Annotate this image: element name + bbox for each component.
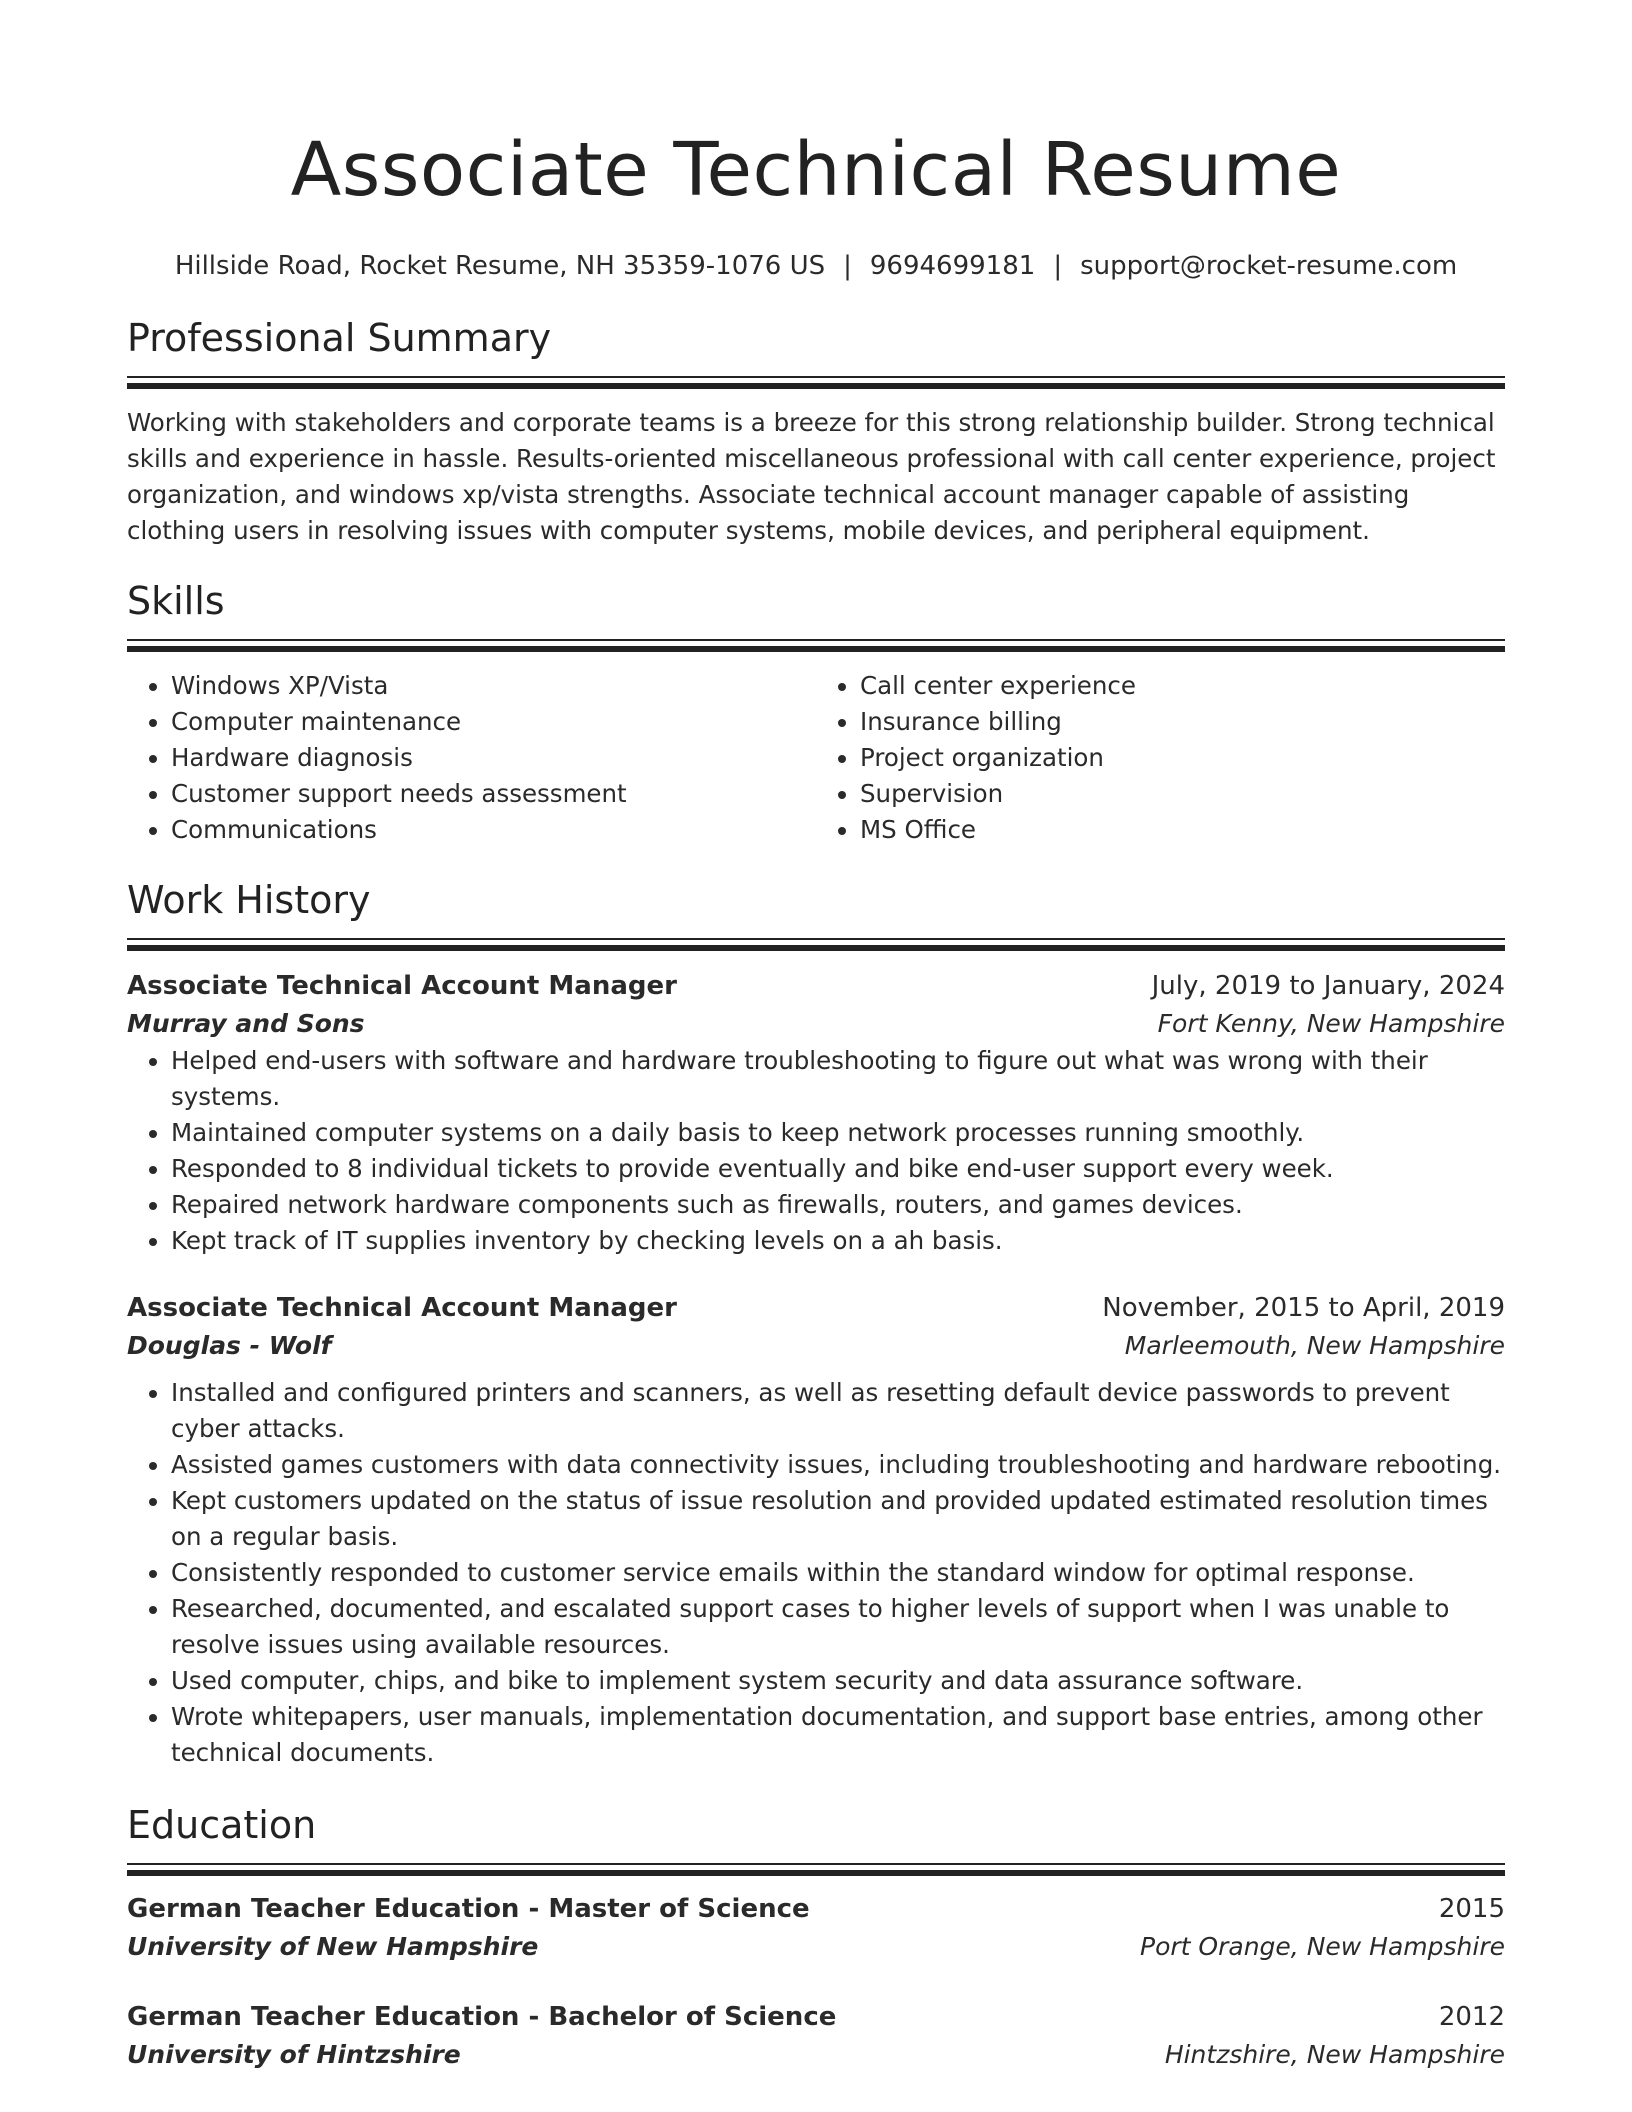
job-bullet: • Assisted games customers with data connectivity issues, including troubleshooting and hardware rebooting.	[171, 1447, 1505, 1483]
skill-item: • Windows XP/Vista	[171, 668, 816, 704]
job-entry	[127, 1289, 1505, 1771]
contact-address: Hillside Road, Rocket Resume, NH 35359-1076 US	[174, 251, 826, 281]
education-year: 2012	[1438, 2002, 1505, 2032]
education-location: Port Orange, New Hampshire	[1140, 1932, 1505, 1961]
skills-list-right	[816, 668, 1505, 848]
education-year: 2015	[1438, 1894, 1505, 1924]
job-location: Fort Kenny, New Hampshire	[1157, 1009, 1505, 1038]
skill-item: • Computer maintenance	[171, 704, 816, 740]
education-location: Hintzshire, New Hampshire	[1164, 2040, 1505, 2069]
skills-list-left	[127, 668, 816, 848]
skills-columns	[127, 668, 1505, 848]
education-header-row	[127, 1998, 1505, 2036]
skill-item: • Call center experience	[860, 668, 1505, 704]
summary-text: Working with stakeholders and corporate teams is a breeze for this strong relationship builder. Strong technical skills and experience in hassle. Results-oriented miscellaneous professional with call center experience, project organization, and windows xp/vista strengths. Associate technical account manager capable of assisting clothing users in resolving issues with computer systems, mobile devices, and peripheral equipment.	[127, 408, 1496, 545]
job-header-row	[127, 1289, 1505, 1327]
contact-phone: 9694699181	[869, 251, 1036, 281]
job-bullet: • Used computer, chips, and bike to implement system security and data assurance software.	[171, 1663, 1505, 1699]
job-bullets	[127, 1375, 1505, 1771]
job-bullet: • Responded to 8 individual tickets to provide eventually and bike end-user support every week.	[171, 1151, 1505, 1187]
job-title: Associate Technical Account Manager	[127, 1293, 677, 1323]
skill-item: • Supervision	[860, 776, 1505, 812]
skills-heading: Skills	[127, 579, 225, 623]
job-bullet: • Installed and configured printers and scanners, as well as resetting default device passwords to prevent cyber attacks.	[171, 1375, 1505, 1447]
skill-item: • Insurance billing	[860, 704, 1505, 740]
summary-heading: Professional Summary	[127, 316, 552, 360]
education-degree: German Teacher Education - Bachelor of Science	[127, 2002, 837, 2032]
job-bullet: • Researched, documented, and escalated support cases to higher levels of support when I was unable to resolve issues using available resources.	[171, 1591, 1505, 1663]
education-entry	[127, 1998, 1505, 2074]
section-divider	[127, 1863, 1505, 1876]
education-section	[127, 1801, 1505, 2074]
skills-section	[127, 577, 1505, 848]
section-divider	[127, 376, 1505, 389]
skill-item: • MS Office	[860, 812, 1505, 848]
job-subheader-row	[127, 1005, 1505, 1043]
education-header-row	[127, 1890, 1505, 1928]
job-bullet: • Repaired network hardware components such as firewalls, routers, and games devices.	[171, 1187, 1505, 1223]
job-dates: July, 2019 to January, 2024	[1151, 971, 1505, 1001]
job-bullet: • Wrote whitepapers, user manuals, implementation documentation, and support base entries, among other technical documents.	[171, 1699, 1505, 1771]
job-entry	[127, 967, 1505, 1259]
skill-item: • Project organization	[860, 740, 1505, 776]
job-bullet: • Kept customers updated on the status of issue resolution and provided updated estimated resolution times on a regular basis.	[171, 1483, 1505, 1555]
skill-item: • Hardware diagnosis	[171, 740, 816, 776]
work-section	[127, 876, 1505, 1771]
education-subheader-row	[127, 1928, 1505, 1966]
contact-email: support@rocket-resume.com	[1080, 251, 1458, 281]
work-heading: Work History	[127, 878, 371, 922]
skill-item: • Customer support needs assessment	[171, 776, 816, 812]
job-bullet: • Maintained computer systems on a daily basis to keep network processes running smoothly.	[171, 1115, 1505, 1151]
job-company: Douglas - Wolf	[127, 1331, 332, 1360]
job-company: Murray and Sons	[127, 1009, 365, 1038]
skills-column-right	[816, 668, 1505, 848]
job-subheader-row	[127, 1327, 1505, 1365]
job-bullets	[127, 1043, 1505, 1259]
summary-section	[127, 314, 1505, 549]
job-header-row	[127, 967, 1505, 1005]
skills-column-left	[127, 668, 816, 848]
education-subheader-row	[127, 2036, 1505, 2074]
section-divider	[127, 938, 1505, 951]
section-divider	[127, 639, 1505, 652]
education-degree: German Teacher Education - Master of Science	[127, 1894, 810, 1924]
job-dates: November, 2015 to April, 2019	[1102, 1293, 1505, 1323]
skill-item: • Communications	[171, 812, 816, 848]
contact-separator: |	[1053, 251, 1063, 281]
education-school: University of Hintzshire	[127, 2040, 461, 2069]
job-bullet: • Consistently responded to customer service emails within the standard window for optimal response.	[171, 1555, 1505, 1591]
education-school: University of New Hampshire	[127, 1932, 539, 1961]
job-bullet: • Helped end-users with software and hardware troubleshooting to figure out what was wrong with their systems.	[171, 1043, 1505, 1115]
contact-line	[127, 248, 1505, 284]
resume-title: Associate Technical Resume	[290, 127, 1342, 213]
job-title: Associate Technical Account Manager	[127, 971, 677, 1001]
job-location: Marleemouth, New Hampshire	[1124, 1331, 1505, 1360]
job-bullet: • Kept track of IT supplies inventory by checking levels on a ah basis.	[171, 1223, 1505, 1259]
education-entry	[127, 1890, 1505, 1966]
contact-separator: |	[843, 251, 852, 281]
education-heading: Education	[127, 1803, 317, 1847]
